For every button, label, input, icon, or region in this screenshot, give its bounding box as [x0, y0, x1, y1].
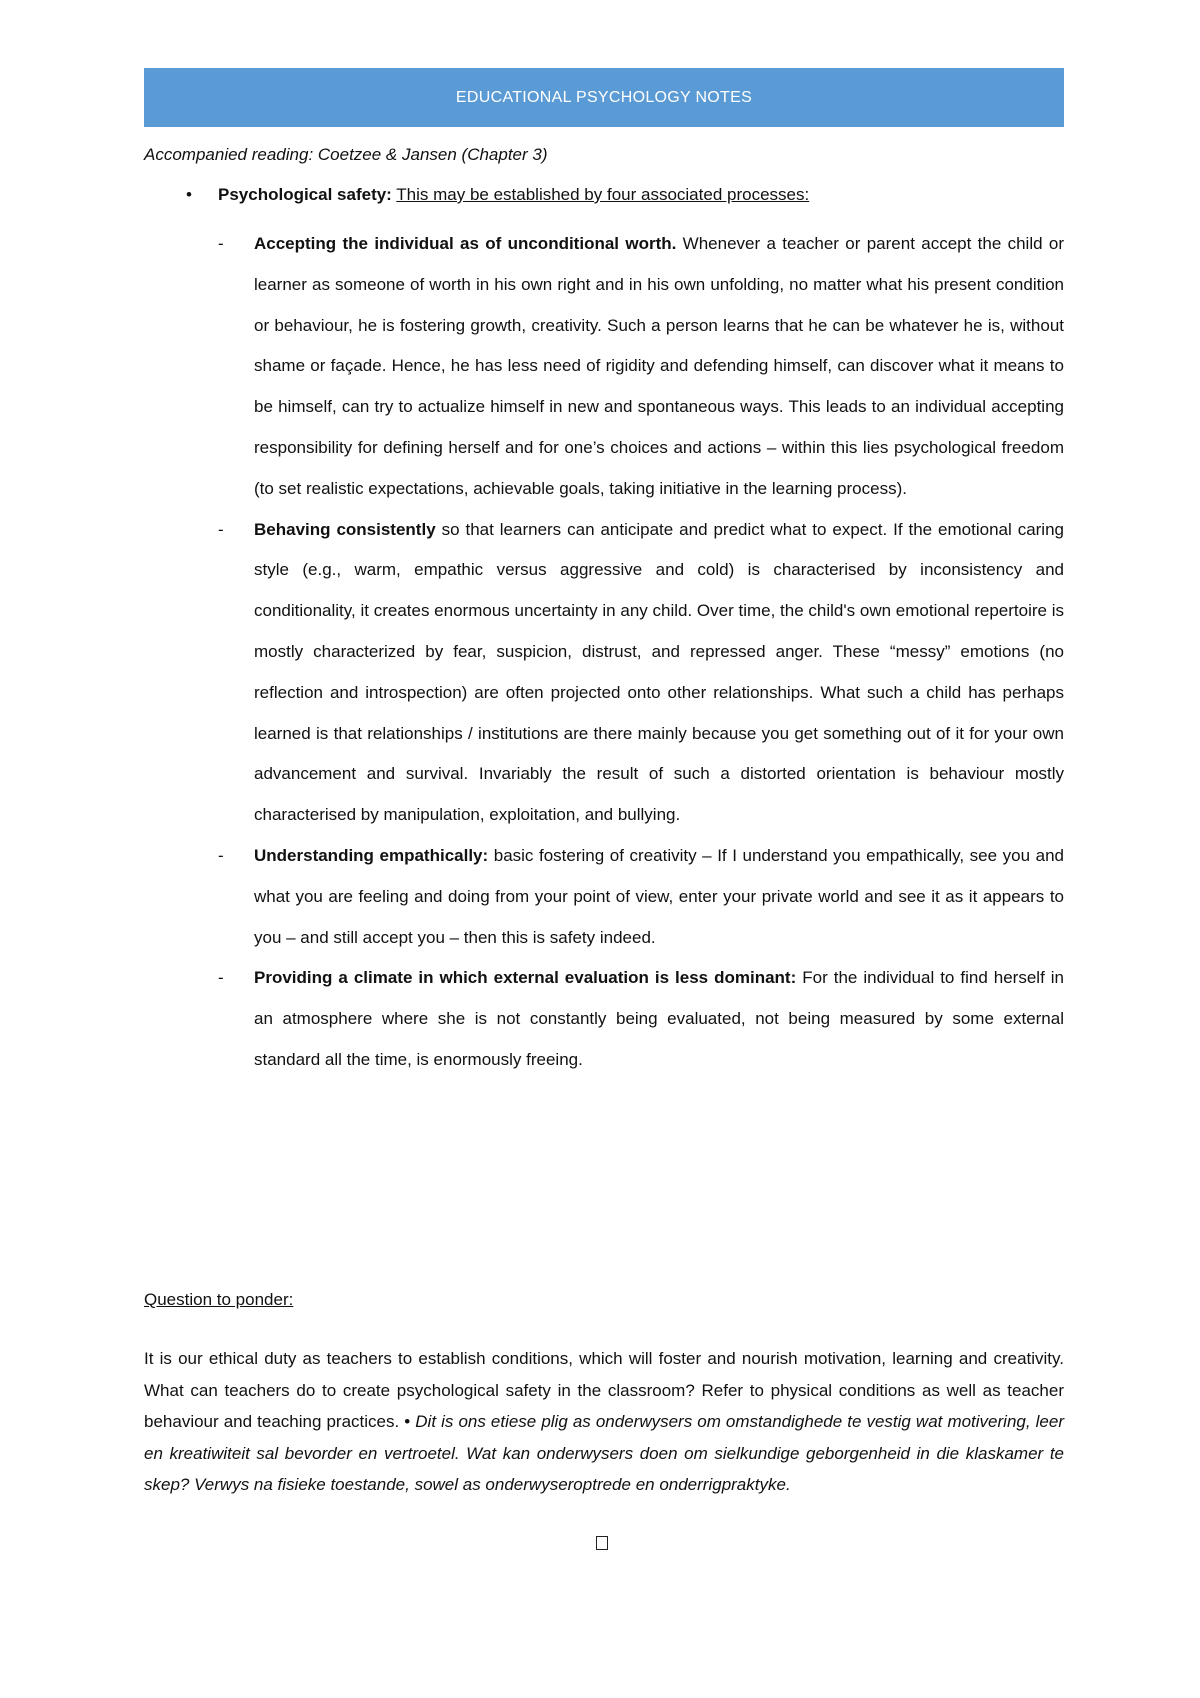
process-body: Whenever a teacher or parent accept the child or learner as someone of worth in his own right and in his own unfolding, no matter what his present condition or behaviour, he is fostering growth, creativity. Such a person learns that he can be whatever he is, without shame or façade. Hence, he has less need of rigidity and defending himself, can discover what it means to be himself, can try to actualize himself in new and spontaneous ways. This leads to an individual accepting responsibility for defining herself and for one’s choices and actions – within this lies psychological freedom (to set realistic expectations, achievable goals, taking initiative in the learning process).	[254, 234, 1065, 498]
header-band	[144, 68, 1064, 127]
main-bullet-description: This may be established by four associated processes:	[396, 185, 810, 204]
process-heading: Behaving consistently	[254, 519, 436, 539]
accompanied-reading: Accompanied reading: Coetzee & Jansen (Chapter 3)	[144, 145, 548, 164]
process-body: basic fostering of creativity – If I understand you empathically, see you and what you are feeling and doing from your point of view, enter your private world and see it as it appears to you – and still accept you – then this is safety indeed.	[254, 845, 1064, 947]
process-item-behaving-consistently	[144, 510, 1064, 836]
dash-marker: -	[218, 968, 224, 988]
process-heading: Providing a climate in which external evaluation is less dominant:	[254, 968, 797, 988]
process-list	[144, 224, 1064, 1081]
process-item-understanding-empathically	[144, 836, 1064, 958]
main-bullet-text	[218, 185, 809, 205]
process-item-external-evaluation	[144, 958, 1064, 1080]
process-body: so that learners can anticipate and predict what to expect. If the emotional caring style (e.g., warm, empathic versus aggressive and cold) is characterised by inconsistency and conditionality, it creates enormous uncertainty in any child. Over time, the child's own emotional repertoire is mostly characterized by fear, suspicion, distrust, and repressed anger. These “messy” emotions (no reflection and introspection) are often projected onto other relationships. What such a child has perhaps learned is that relationships / institutions are there mainly because you get something out of it for your own advancement and survival. Invariably the result of such a distorted orientation is behaviour mostly characterised by manipulation, exploitation, and bullying.	[254, 519, 1064, 825]
main-bullet-label: Psychological safety:	[218, 185, 392, 204]
bullet-marker: •	[186, 185, 192, 204]
question-heading: Question to ponder:	[144, 1290, 294, 1309]
process-item-unconditional-worth	[144, 224, 1064, 510]
missing-glyph-box-icon	[596, 1536, 608, 1550]
question-afrikaans: Dit is ons etiese plig as onderwysers om omstandighede te vestig wat motivering, leer en kreatiwiteit sal bevorder en vertroetel. Wat kan onderwysers doen om sielkundige geborgenheid in die klaskamer te skep? Verwys na fisieke toestande, sowel as onderwyseroptrede en onderrigpraktyke.	[144, 1412, 1064, 1494]
process-heading: Accepting the individual as of unconditional worth.	[254, 234, 677, 253]
process-body: For the individual to find herself in an atmosphere where she is not constantly being evaluated, not being measured by some external standard all the time, is enormously freeing.	[254, 968, 1065, 1069]
dash-marker: -	[218, 519, 224, 539]
dash-marker: -	[218, 845, 224, 865]
dash-marker: -	[218, 234, 224, 253]
document-title: EDUCATIONAL PSYCHOLOGY NOTES	[455, 88, 753, 106]
question-separator: •	[399, 1412, 416, 1431]
process-heading: Understanding empathically:	[254, 845, 489, 865]
question-body	[144, 1343, 1064, 1501]
question-english: It is our ethical duty as teachers to establish conditions, which will foster and nourish motivation, learning and creativity. What can teachers do to create psychological safety in the classroom? Refer to physical conditions as well as teacher behaviour and teaching practices.	[144, 1349, 1064, 1431]
